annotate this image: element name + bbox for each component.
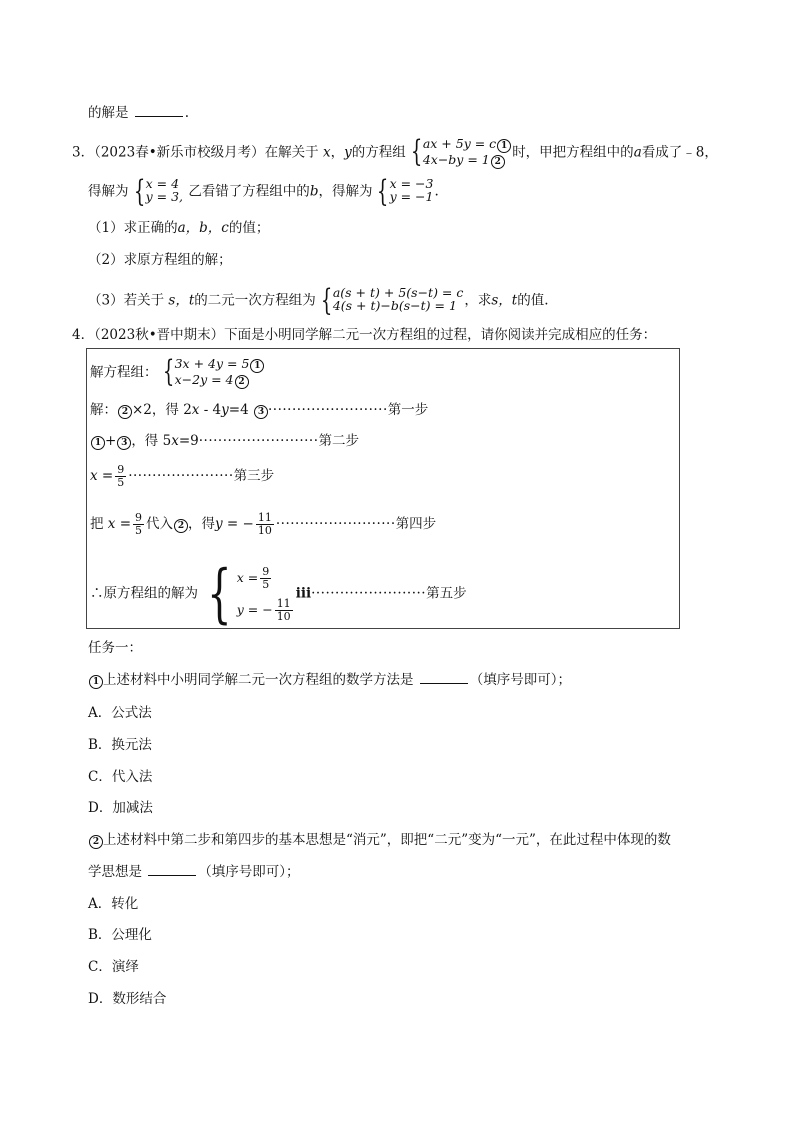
sub-text: （1）求正确的 [88,220,178,236]
var-x: x [191,402,200,418]
q3-text: 看成了﹣8， [641,144,718,161]
solution-process-box [86,348,680,629]
q3-sub1 [88,219,269,237]
circle-2: 2 [118,405,132,419]
var-y: y [344,144,352,161]
denominator: 5 [117,476,125,489]
box-line-1 [90,354,265,389]
st-equation-system: { a(s + t) + 5(s−t) = c 4(s + t)−b(s−t) = 1 [320,283,464,318]
q4-number: 4． [72,327,95,343]
solution-system-2: { x = −3 y = −1 [377,174,434,209]
option-text: A．转化 [88,896,139,912]
task1-q2-line2 [88,863,300,881]
numerator: 11 [257,511,272,524]
option-d [88,990,166,1008]
text: ，得 [188,516,216,532]
numerator: 11 [276,597,291,610]
sub-text: （2）求原方程组的解； [88,252,232,268]
task1-q2-line1 [88,831,671,849]
numerator: 9 [117,463,125,476]
box-line-6: ∴原方程组的解为 { x = $\frac{9}{5}$ y = − $\frac{11}{10}$ ⅲ························第五步 [90,557,467,631]
option-text: B．换元法 [88,737,152,753]
denominator: 10 [276,610,291,623]
label: 解方程组： [90,364,158,381]
text: 解： [90,402,117,418]
eq-row-2: x−2y = 4 [174,372,234,387]
option-b [88,926,152,944]
option-text: C．代入法 [88,769,153,785]
q3-sub3 [88,283,549,318]
question-text: 学思想是 [88,864,142,880]
circle-1: 1 [250,359,264,373]
sol-row: x = 4 [145,176,180,191]
sub-vars: s，t [491,292,518,309]
text: =9 [178,433,199,449]
box-line-4: x = $\frac{9}{5}$ ······················第三步 [90,463,275,489]
var-x: x [322,144,331,161]
box-line-5: 把 x = $\frac{9}{5}$ 代入 2 ，得y = − $\frac{11}{10}$ ·························第四步 [90,511,437,537]
period: . [434,183,439,200]
lhs: x = [107,516,132,532]
lhs: x = [236,570,259,585]
task1-label [88,639,142,657]
task-text: 任务一： [88,640,142,656]
answer-blank [135,104,183,117]
fraction [256,512,274,537]
var-a: a [633,144,642,161]
circle-3: 3 [117,436,131,450]
numerator: 9 [135,511,143,524]
text: 代入 [146,516,174,532]
option-text: D．数形结合 [88,991,167,1007]
lhs: y = − [236,602,273,617]
var-b: b [309,183,319,200]
denominator: 5 [135,524,143,537]
circle-3: 3 [254,405,268,419]
var-y: y [221,402,229,418]
tail-text: 的解是 [88,105,129,121]
q3-equation-system: { ax + 5y = c 1 4x−by = 1 2 [407,137,511,169]
question-tail: （填序号即可）； [198,864,300,880]
q3-text: 得解为 [88,183,129,200]
q3-source: （2023春•新乐市校级月考） [94,144,265,161]
box-line-3: 1 + 3 ，得 5x=9·························第二步 [90,432,359,450]
step-label: 第二步 [318,433,360,449]
q4-intro: 下面是小明同学解二元一次方程组的过程，请你阅读并完成相应的任务： [224,327,657,343]
sub-vars: s，t [168,292,195,309]
option-text: D．加减法 [88,800,153,816]
sub-text: 的值. [517,292,549,309]
sub-text: （3）若关于 [88,292,165,309]
task1-q1 [88,671,571,689]
q3-line2 [88,174,439,209]
option-text: C．演绎 [88,959,139,975]
sol-row: y = 3, [145,189,184,204]
text: ×2，得 2 [132,402,192,418]
text: 把 [90,516,104,532]
solution-system-1: { x = 4 y = 3, [133,174,184,209]
option-a [88,704,152,722]
sub-text: 的值； [228,220,270,236]
step-label: 第四步 [395,516,437,532]
lhs: x = [90,468,114,484]
question-tail: （填序号即可）； [469,672,572,688]
q4-source: （2023秋•晋中期末） [94,327,225,343]
plus: + [105,433,117,449]
sol-row: y = −1 [389,189,434,204]
denominator: 5 [262,578,270,591]
comma: ， [330,144,345,161]
given-system: { 3x + 4y = 5 1 x−2y = 4 2 [159,357,265,389]
answer-blank [148,863,196,876]
q3-line1 [72,134,718,169]
sub-text: 的二元一次方程组为 [194,292,316,309]
circle-1: 1 [91,436,105,450]
text: - 4 [199,402,222,418]
step-label: 第三步 [233,468,275,484]
circle-1: 1 [497,139,511,153]
circle-1: 1 [89,675,103,689]
option-b [88,736,152,754]
sub-text: ，求 [464,292,492,309]
eq-row-1: ax + 5y = c [422,136,497,151]
circle-2: 2 [235,375,249,389]
q3-text: 乙看错了方程组中的 [188,183,310,200]
box-line-2: 解： 2 ×2，得 2x - 4y=4 3 ·························第一步 [90,402,429,418]
q3-text: 在解关于 [264,144,319,161]
q4-header [72,326,656,344]
eq-row-2: 4x−by = 1 [422,152,490,167]
option-c [88,768,152,786]
text: ，得 5 [131,433,172,449]
fraction [133,512,144,537]
q3-sub2 [88,251,232,269]
eq-row-1: a(s + t) + 5(s−t) = c [332,285,464,300]
denominator: 10 [257,524,272,537]
eq-row-2: 4(s + t)−b(s−t) = 1 [332,298,457,313]
question-text: 上述材料中第二步和第四步的基本思想是“消元”，即把“二元”变为“一元”，在此过程中体现的数 [103,832,671,848]
circle-2: 2 [491,155,505,169]
q3-text: 的方程组 [351,144,406,161]
option-c [88,958,139,976]
text: =4 [228,402,253,418]
fraction [115,464,126,489]
option-a [88,895,138,913]
fraction [260,566,271,591]
step-label: 第一步 [387,402,429,418]
sub-vars: a，b，c [177,220,229,236]
option-text: B．公理化 [88,927,152,943]
numerator: 9 [262,565,270,578]
var-x: x [171,433,179,449]
q3-text: 时，甲把方程组中的 [512,144,634,161]
sol-row: x = −3 [389,176,434,191]
option-text: A．公式法 [88,705,152,721]
circle-2: 2 [89,835,103,849]
step-label: 第五步 [426,585,467,602]
lhs: y = − [215,516,254,532]
text: ∴原方程组的解为 [90,585,198,602]
answer-blank [420,671,468,684]
question-text: 上述材料中小明同学解二元一次方程组的数学方法是 [103,672,414,688]
q3-text: ，得解为 [318,183,373,200]
option-d [88,799,153,817]
eq-row-1: 3x + 4y = 5 [174,356,250,371]
fraction [275,598,293,623]
final-solution-system: { x = $\frac{9}{5}$ y = − $\frac{11}{10}$ [207,557,291,631]
circle-2: 2 [174,519,188,533]
previous-question-tail: 的解是 . [88,105,190,121]
q3-number: 3． [72,144,95,161]
